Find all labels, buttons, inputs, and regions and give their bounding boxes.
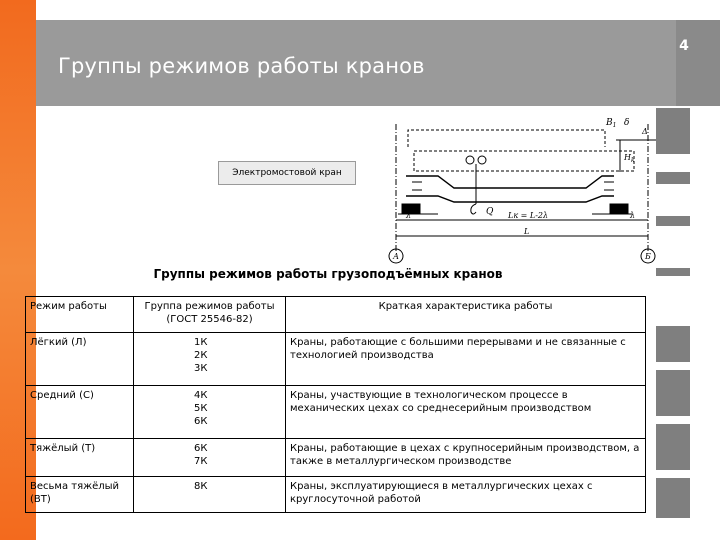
- label-lambda-left: λ: [406, 211, 412, 220]
- label-delta-side: Δ: [642, 127, 648, 136]
- group-code: 3К: [194, 363, 208, 374]
- cell-description: Краны, эксплуатирующиеся в металлургических цехах с круглосуточной работой: [286, 477, 646, 513]
- group-code: 1К: [194, 337, 208, 348]
- label-axis-a: А: [393, 252, 400, 261]
- deco-block: [656, 370, 690, 416]
- table-row: [26, 386, 646, 439]
- table-row: [26, 477, 646, 513]
- table-caption: Группы режимов работы грузоподъёмных кранов: [153, 267, 503, 281]
- label-lambda-right: λ: [630, 211, 636, 220]
- group-code: 2К: [194, 350, 208, 361]
- trolley-frame: [414, 151, 634, 171]
- cell-mode: Средний (С): [26, 386, 134, 439]
- end-carriage: [604, 182, 614, 190]
- crane-drawing: [358, 112, 656, 270]
- table-row: [26, 439, 646, 477]
- cell-groups: [134, 477, 286, 513]
- bridge-girder: [406, 176, 614, 188]
- column-header-group: Группа режимов работы (ГОСТ 25546-82): [134, 297, 286, 333]
- group-code: 5К: [194, 403, 208, 414]
- deco-block: [656, 268, 690, 276]
- trolley-wheel: [466, 156, 474, 164]
- deco-block: [656, 108, 690, 154]
- label-axis-b: Б: [645, 252, 651, 261]
- bridge-girder: [406, 196, 614, 202]
- cell-groups: [134, 439, 286, 477]
- column-header-description: Краткая характеристика работы: [286, 297, 646, 333]
- rail-right: [610, 204, 628, 214]
- slide-title: Группы режимов работы кранов: [58, 54, 425, 78]
- crane-outline: [408, 130, 605, 147]
- column-header-mode: Режим работы: [26, 297, 134, 333]
- crane-hook: [471, 204, 476, 214]
- group-code: 6К: [194, 443, 208, 454]
- cell-mode: Лёгкий (Л): [26, 333, 134, 386]
- table-row: [26, 333, 646, 386]
- label-hk: $H_k$: [624, 153, 635, 164]
- crane-modes-table: [25, 296, 646, 513]
- cell-groups: [134, 386, 286, 439]
- deco-block: [656, 326, 690, 362]
- deco-block: [656, 216, 690, 226]
- label-l: L: [524, 227, 530, 236]
- group-code: 4К: [194, 390, 208, 401]
- cell-description: Краны, работающие в цехах с крупносерийным производством, а также в металлургическом производстве: [286, 439, 646, 477]
- cell-groups: [134, 333, 286, 386]
- label-delta: δ: [624, 118, 630, 128]
- group-code: 7К: [194, 456, 208, 467]
- table-header-row: [26, 297, 646, 333]
- slide-number: 4: [679, 38, 689, 54]
- deco-block: [656, 424, 690, 470]
- end-carriage: [412, 182, 422, 190]
- trolley-wheel: [478, 156, 486, 164]
- cell-mode: Тяжёлый (Т): [26, 439, 134, 477]
- group-code: 8К: [194, 481, 208, 492]
- label-q: Q: [486, 207, 494, 217]
- label-b1: $B_1$: [606, 118, 617, 129]
- cell-description: Краны, участвующие в технологическом процессе в механических цехах со среднесерийным производством: [286, 386, 646, 439]
- figure-caption: Электромостовой кран: [218, 161, 356, 185]
- deco-block: [656, 478, 690, 518]
- deco-block: [656, 172, 690, 184]
- cell-mode: Весьма тяжёлый (ВТ): [26, 477, 134, 513]
- group-code: 6К: [194, 416, 208, 427]
- cell-description: Краны, работающие с большими перерывами и не связанные с технологией производства: [286, 333, 646, 386]
- label-lk-formula: Lк = L-2λ: [508, 211, 549, 220]
